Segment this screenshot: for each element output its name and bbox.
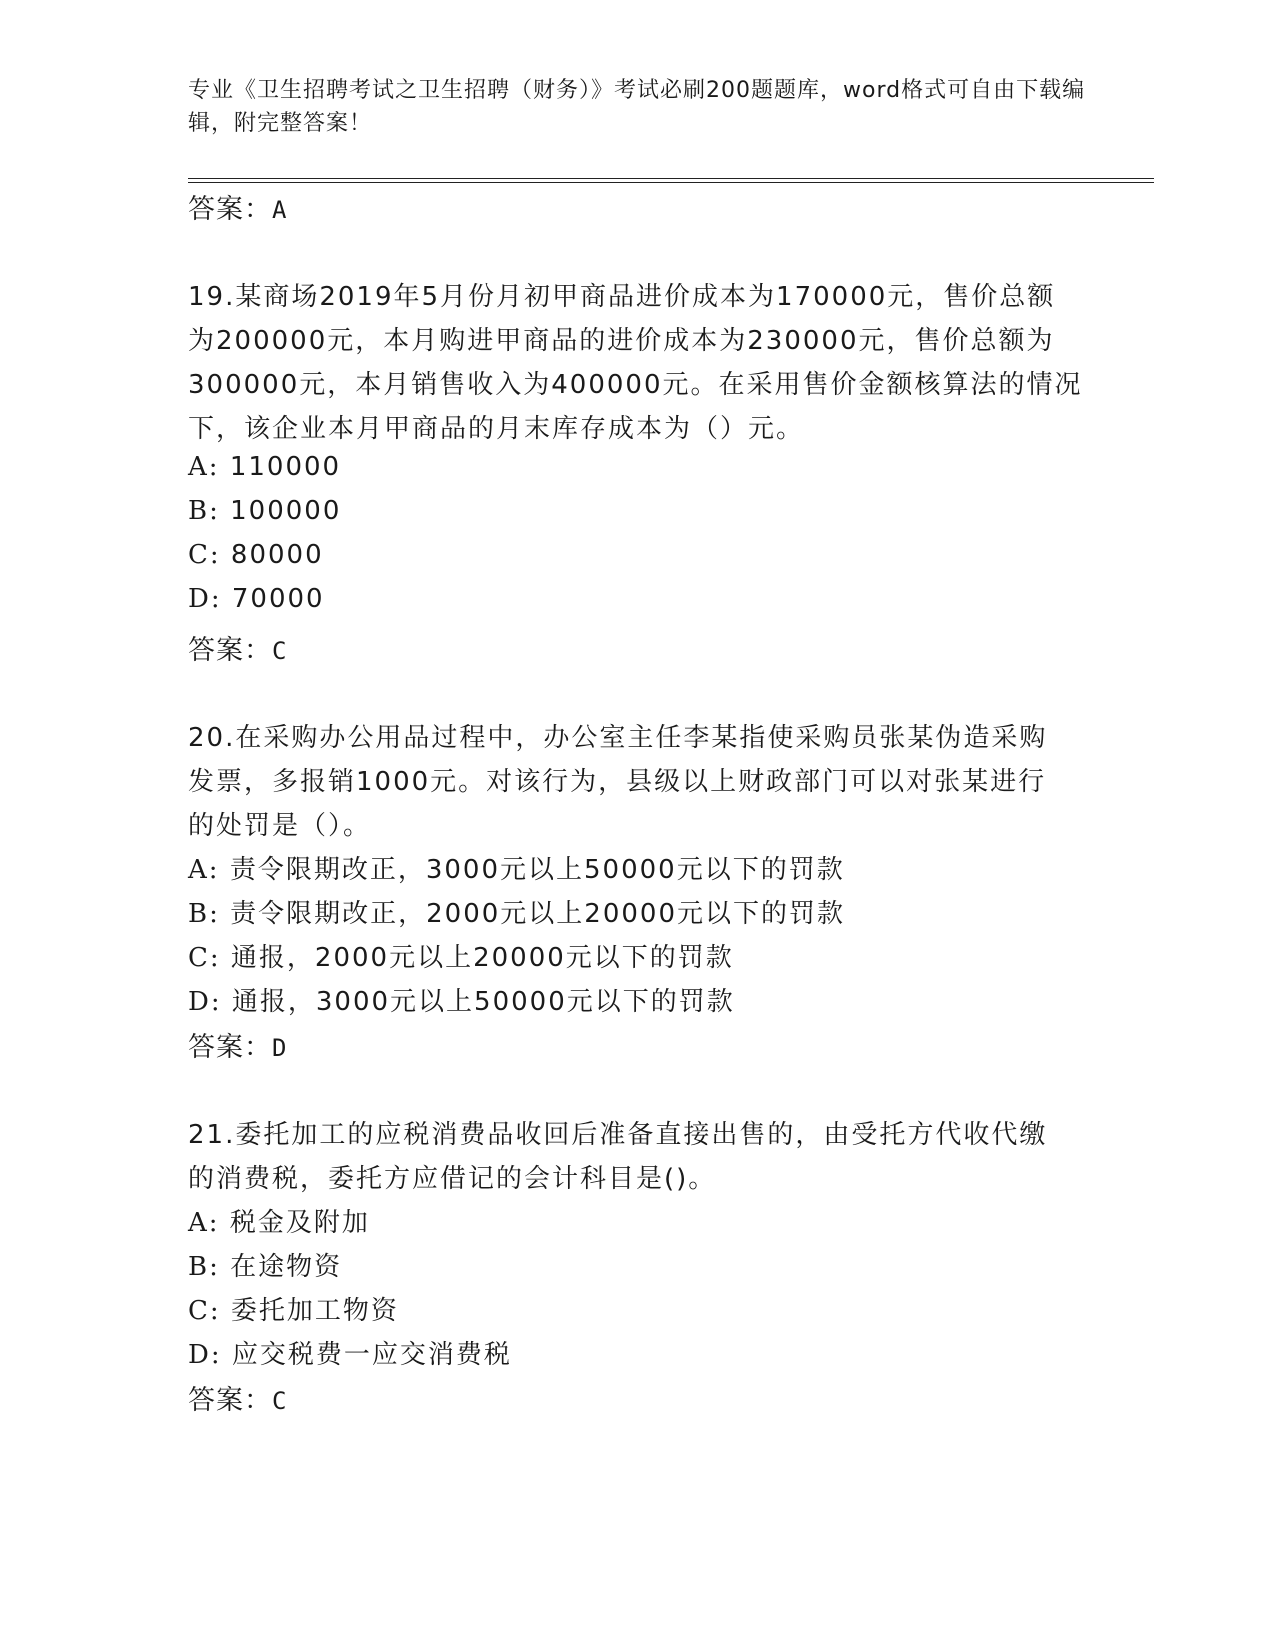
question-text-line: 21.委托加工的应税消费品收回后准备直接出售的，由受托方代收代缴	[188, 1120, 1048, 1150]
prev-answer	[188, 187, 287, 226]
option-text: 责令限期改正，2000元以上20000元以下的罚款	[230, 899, 846, 929]
option-b	[188, 893, 845, 930]
option-text: 通报，3000元以上50000元以下的罚款	[231, 987, 735, 1017]
option-c	[188, 540, 324, 570]
answer-label: 答案：	[188, 635, 272, 666]
option-b	[188, 496, 341, 526]
option-c	[188, 1290, 399, 1327]
option-letter: C:	[188, 1296, 221, 1326]
option-letter: D:	[188, 987, 222, 1017]
option-letter: D:	[188, 1340, 222, 1370]
answer-label: 答案：	[188, 194, 272, 225]
question-text-line: 300000元，本月销售收入为400000元。在采用售价金额核算法的情况	[188, 370, 1083, 400]
question-answer	[188, 1378, 287, 1417]
question-text-line: 发票，多报销1000元。对该行为，县级以上财政部门可以对张某进行	[188, 767, 1047, 797]
option-letter: A:	[188, 855, 220, 885]
option-text: 80000	[230, 540, 324, 570]
option-a	[188, 849, 845, 886]
option-letter: B:	[188, 496, 220, 526]
option-text: 100000	[230, 496, 342, 526]
option-b	[188, 1246, 342, 1283]
option-text: 责令限期改正，3000元以上50000元以下的罚款	[229, 855, 845, 885]
option-text: 在途物资	[230, 1252, 343, 1282]
option-text: 应交税费一应交消费税	[231, 1340, 512, 1370]
answer-label: 答案：	[188, 1032, 272, 1063]
option-letter: C:	[188, 943, 221, 973]
question-text-line: 的处罚是（）。	[188, 811, 372, 841]
option-text: 70000	[231, 584, 325, 614]
option-letter: A:	[188, 452, 220, 482]
option-letter: B:	[188, 899, 220, 929]
document-header: 专业《卫生招聘考试之卫生招聘（财务）》考试必刷200题题库，word格式可自由下载编辑，附完整答案！	[188, 78, 1086, 136]
option-a	[188, 452, 341, 482]
option-c	[188, 937, 734, 974]
option-a	[188, 1202, 370, 1239]
answer-value: C	[272, 637, 288, 665]
question-answer	[188, 1025, 287, 1064]
header-rule-top	[188, 178, 1154, 179]
question-text-line: 20.在采购办公用品过程中，办公室主任李某指使采购员张某伪造采购	[188, 723, 1048, 753]
header-rule-bottom	[188, 182, 1154, 183]
option-text: 委托加工物资	[230, 1296, 399, 1326]
option-letter: A:	[188, 1208, 220, 1238]
option-d	[188, 584, 325, 614]
option-letter: B:	[188, 1252, 220, 1282]
option-d	[188, 1334, 512, 1371]
option-text: 税金及附加	[229, 1208, 370, 1238]
answer-label: 答案：	[188, 1385, 272, 1416]
answer-value: C	[272, 1387, 288, 1415]
option-letter: D:	[188, 584, 222, 614]
option-letter: C:	[188, 540, 221, 570]
answer-value: A	[272, 196, 288, 224]
option-d	[188, 981, 735, 1018]
question-text-line: 19.某商场2019年5月份月初甲商品进价成本为170000元，售价总额	[188, 282, 1056, 312]
answer-value: D	[272, 1034, 288, 1062]
question-text-line: 下，该企业本月甲商品的月末库存成本为（）元。	[188, 414, 805, 444]
question-text-line: 的消费税，委托方应借记的会计科目是()。	[188, 1164, 717, 1194]
option-text: 110000	[229, 452, 342, 482]
option-text: 通报，2000元以上20000元以下的罚款	[230, 943, 734, 973]
question-text-line: 为200000元，本月购进甲商品的进价成本为230000元，售价总额为	[188, 326, 1055, 356]
question-answer	[188, 628, 287, 667]
